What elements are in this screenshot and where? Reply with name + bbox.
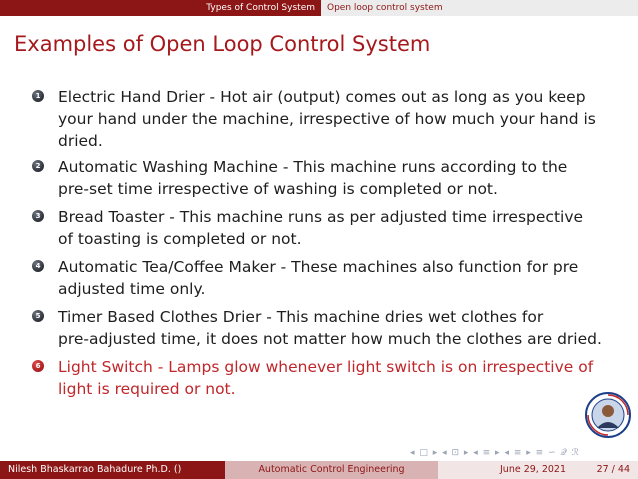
item-text: Bread Toaster - This machine runs as per adjusted time irrespective of toasting is completed or not. [58,208,584,248]
footer-page-number: 27 / 44 [596,464,630,475]
item-text: Timer Based Clothes Drier - This machine dries wet clothes for pre-adjusted time, it does not matter how much the clothes are dried. [58,308,602,348]
item-text: Light Switch - Lamps glow whenever light switch is on irrespective of light is required or not. [58,358,594,398]
list-item [32,86,622,152]
list-item [32,206,622,250]
slide-title: Examples of Open Loop Control System [14,32,431,56]
footer-author: Nilesh Bhaskarrao Bahadure Ph.D. () [0,461,225,479]
item-number-badge: 6 [32,360,44,372]
item-number-badge: 3 [32,210,44,222]
institute-logo-icon [585,392,631,438]
list-item [32,256,622,300]
top-navigation-bar [0,0,638,16]
item-number-badge: 1 [32,90,44,102]
nav-subsection-link[interactable]: Open loop control system [321,0,451,16]
item-text: Automatic Washing Machine - This machine runs according to the pre-set time irrespective of washing is completed or not. [58,158,568,198]
list-item [32,306,622,350]
list-item [32,156,622,200]
item-number-badge: 5 [32,310,44,322]
list-item-highlighted [32,356,622,400]
item-text: Automatic Tea/Coffee Maker - These machines also function for pre adjusted time only. [58,258,579,298]
nav-section-link[interactable]: Types of Control System [0,0,321,16]
footer-date: June 29, 2021 [500,464,567,475]
footer-date-page [438,461,638,479]
item-text: Electric Hand Drier - Hot air (output) comes out as long as you keep your hand under the machine, irrespective of how much your hand is dried. [58,88,596,150]
footer-course: Automatic Control Engineering [225,461,438,479]
item-number-badge: 2 [32,160,44,172]
beamer-navigation-controls[interactable]: ◂ □ ▸ ◂ ⊡ ▸ ◂ ≡ ▸ ◂ ≡ ▸ ≡ ∽ 𝒬 ℛ [410,448,580,458]
item-number-badge: 4 [32,260,44,272]
footer-bar [0,461,638,479]
